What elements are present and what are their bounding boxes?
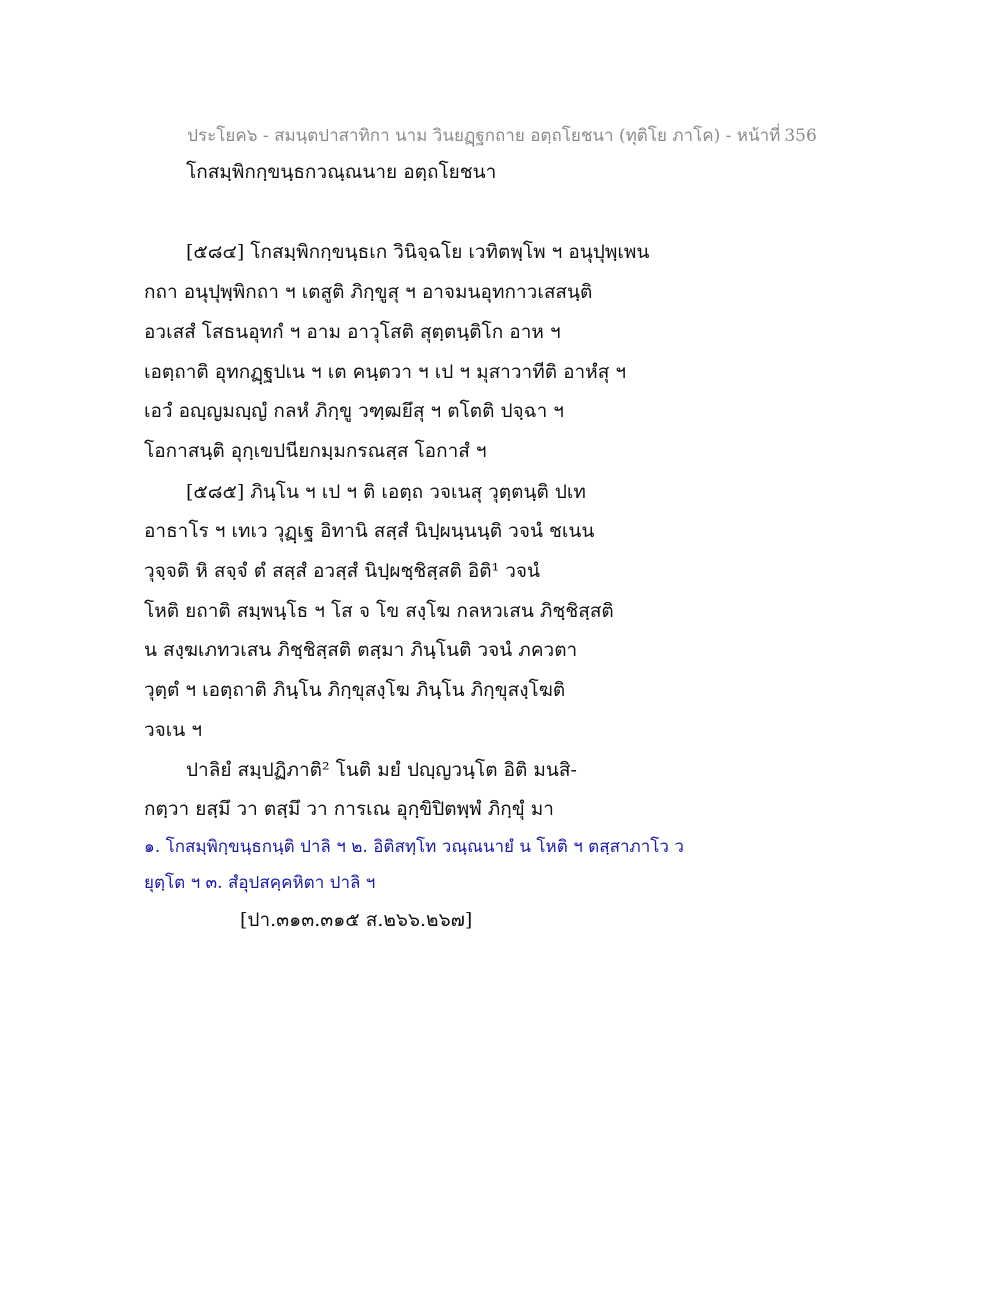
body-line: เอวํ อญฺญมญฺญํ กลหํ ภิกฺขู วฑฺฒยึสุ ฯ ตโตติ ปจฺฉา ฯ: [144, 400, 564, 422]
body-line: อาธาโร ฯ เทเว วุฏฺเฐ อิทานิ สสฺสํ นิปฺผนฺนนฺติ วจนํ ชเนน: [144, 520, 595, 542]
page-reference: [ปา.๓๑๓.๓๑๕ ส.๒๖๖.๒๖๗]: [240, 909, 473, 931]
section-title: โกสมฺพิกกฺขนฺธกวณฺณนาย อตฺถโยชนา: [186, 161, 497, 183]
body-line: อวเสสํ โสธนอุทกํ ฯ อาม อาวุโสติ สุตฺตนฺติโก อาห ฯ: [144, 321, 561, 343]
body-line: กถา อนุปุพฺพิกถา ฯ เตสูติ ภิกฺขูสุ ฯ อาจมนอุทกาวเสสนฺติ: [144, 281, 593, 303]
footnote-line: ยุตฺโต ฯ ๓. สํอุปสคฺคหิตา ปาลิ ฯ: [144, 873, 376, 893]
body-line: วุจฺจติ หิ สจฺจํ ตํ สสฺสํ อวสฺสํ นิปฺผชฺชิสฺสติ อิติ¹ วจนํ: [144, 560, 541, 582]
body-line: [๕๘๔] โกสมฺพิกกฺขนฺธเก วินิจฺฉโย เวทิตพฺโพ ฯ อนุปุพฺเพน: [186, 241, 650, 263]
header-text: ประโยค๖ - สมนฺตปาสาทิกา นาม วินยฏฺฐกถาย อตฺถโยชนา (ทุติโย ภาโค) - หน้าที่: [187, 126, 781, 146]
page-number: 356: [784, 126, 817, 146]
body-line: วจเน ฯ: [144, 719, 202, 741]
body-line: วุตฺตํ ฯ เอตฺถาติ ภินฺโน ภิกฺขุสงฺโฆ ภินฺโน ภิกฺขุสงฺโฆติ: [144, 679, 566, 701]
page-header: [0, 122, 1000, 149]
body-line: ปาลิยํ สมฺปฏิภาติ² โนติ มยํ ปญฺญวนฺโต อิติ มนสิ-: [186, 759, 577, 781]
body-line: โหติ ยถาติ สมฺพนฺโธ ฯ โส จ โข สงฺโฆ กลหวเสน ภิชฺชิสฺสติ: [144, 600, 614, 622]
body-line: เอตฺถาติ อุทกฏฺฐปเน ฯ เต คนฺตวา ฯ เป ฯ มุสาวาทีติ อาหํสุ ฯ: [144, 361, 627, 383]
body-line: โอกาสนฺติ อุกฺเขปนียกมฺมกรณสฺส โอกาสํ ฯ: [144, 440, 487, 462]
body-line: [๕๘๕] ภินฺโน ฯ เป ฯ ติ เอตฺถ วจเนสุ วุตฺตนฺติ ปเท: [186, 481, 586, 503]
body-line: น สงฺฆเภทวเสน ภิชฺชิสฺสติ ตสฺมา ภินฺโนติ วจนํ ภควตา: [144, 639, 578, 661]
footnote-line: ๑. โกสมฺพิกฺขนฺธกนฺติ ปาลิ ฯ ๒. อิติสทฺโท วณฺณนายํ น โหติ ฯ ตสฺสาภาโว ว: [144, 837, 684, 857]
body-line: กตฺวา ยสฺมึ วา ตสฺมึ วา การเณ อุกฺขิปิตพฺพํ ภิกฺขุํ มา: [144, 798, 554, 820]
